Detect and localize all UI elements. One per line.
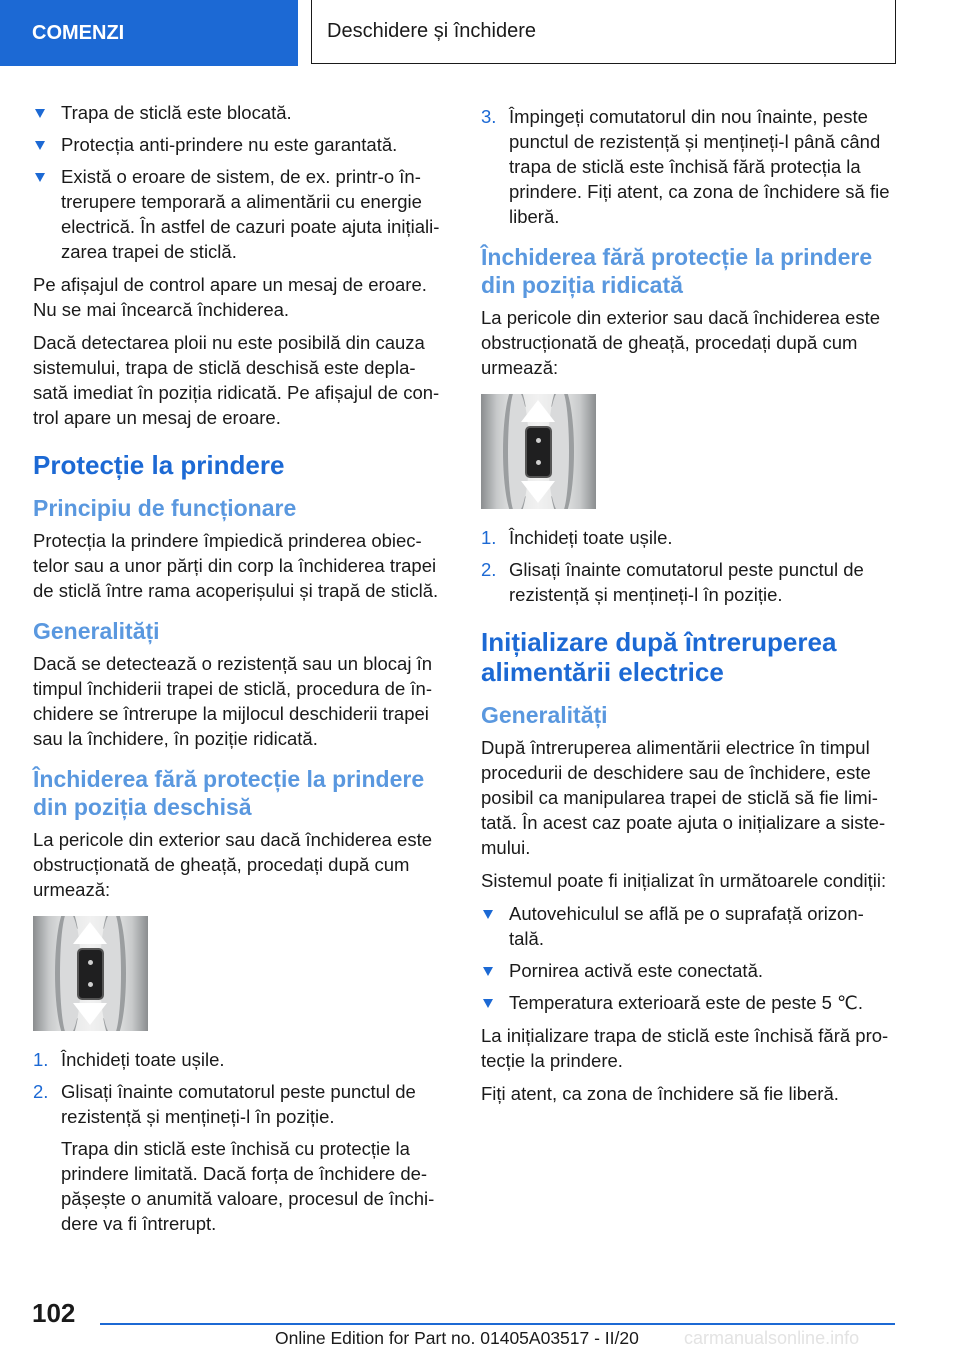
paragraph: Protecția la prindere împiedică prinderea obiec-telor sau a unor părți din corp la închiderea trapei de sticlă între rama acoperișului și trapă de sticlă. — [33, 530, 439, 601]
list-item: 1. Închideți toate ușile. — [33, 1049, 225, 1070]
footer-divider — [100, 1323, 895, 1325]
steps-list — [481, 525, 897, 607]
roof-switch-illustration — [481, 394, 596, 509]
roof-switch-icon — [525, 426, 552, 478]
edition-footer: Online Edition for Part no. 01405A03517 - II/20 — [275, 1328, 639, 1348]
list-item: Trapa de sticlă este blocată. — [33, 100, 449, 125]
conditions-list — [481, 901, 897, 1015]
steps-list — [33, 1047, 449, 1236]
heading-closing-open: Închiderea fără protecție la prindere din poziția deschisă — [33, 766, 425, 820]
heading-initialization: Inițializare după întreruperea alimentării electrice — [481, 627, 837, 687]
triangle-bullet-icon — [483, 910, 493, 919]
roof-switch-illustration — [33, 916, 148, 1031]
arrow-down-icon — [521, 481, 555, 503]
page-header — [0, 0, 960, 66]
list-item: Autovehiculul se află pe o suprafață orizon-tală. — [481, 901, 897, 951]
list-item: Pornirea activă este conectată. — [481, 958, 897, 983]
status-bullet-list — [33, 100, 449, 264]
paragraph: Pe afișajul de control apare un mesaj de eroare. Nu se mai încearcă închiderea. — [33, 274, 427, 320]
list-item: 1. Închideți toate ușile. — [481, 527, 673, 548]
page-number: 102 — [32, 1298, 76, 1328]
steps-list — [481, 104, 897, 229]
roof-switch-icon — [77, 948, 104, 1000]
paragraph: La pericole din exterior sau dacă închiderea este obstrucționată de gheață, procedați după cum urmează: — [481, 307, 881, 378]
arrow-up-icon — [521, 400, 555, 422]
triangle-bullet-icon — [35, 173, 45, 182]
triangle-bullet-icon — [483, 999, 493, 1008]
heading-closing-raised: Închiderea fără protecție la prindere din poziția ridicată — [481, 244, 873, 298]
list-item: Temperatura exterioară este de peste 5 ℃. — [481, 990, 897, 1015]
list-item: 2. Glisați înainte comutatorul peste punctul de rezistență și mențineți-l în poziție. — [481, 559, 864, 605]
arrow-down-icon — [73, 1003, 107, 1025]
triangle-bullet-icon — [483, 967, 493, 976]
triangle-bullet-icon — [35, 141, 45, 150]
right-column — [481, 104, 897, 1114]
paragraph: După întreruperea alimentării electrice în timpul procedurii de deschidere sau de închidere, este posibil ca manipularea trapei de sticlă să fie limi-tată. În acest caz poate ajuta o inițializare a siste-mului. — [481, 737, 886, 858]
paragraph: La pericole din exterior sau dacă închiderea este obstrucționată de gheață, procedați după cum urmează: — [33, 829, 433, 900]
list-item: Există o eroare de sistem, de ex. printr-o în-trerupere temporară a alimentării cu energie electrică. În astfel de cazuri poate ajuta inițiali-zarea trapei de sticlă. — [33, 164, 449, 264]
left-column — [33, 100, 449, 1244]
arrow-up-icon — [73, 922, 107, 944]
list-item: 2. Glisați înainte comutatorul peste punctul de rezistență și mențineți-l în poziție. Trapa din sticlă este închisă cu protecție la prindere limitată. Dacă forța de închidere de-pășește o anumită valoare, procesul de închi-dere va fi întrerupt. — [33, 1081, 435, 1234]
list-item: 3. Împingeți comutatorul din nou înainte, peste punctul de rezistență și mențineți-l până când trapa de sticlă este închisă fără protecția la prindere. Fiți atent, ca zona de închidere să fie liberă. — [481, 106, 890, 227]
paragraph: La inițializare trapa de sticlă este închisă fără pro-tecție la prindere. — [481, 1025, 889, 1071]
triangle-bullet-icon — [35, 109, 45, 118]
heading-general: Generalități — [33, 618, 160, 644]
paragraph: Fiți atent, ca zona de închidere să fie liberă. — [481, 1083, 839, 1104]
watermark: carmanualsonline.info — [684, 1328, 860, 1348]
list-item: Protecția anti-prindere nu este garantată. — [33, 132, 449, 157]
chapter-tab: Deschidere și închidere — [311, 0, 896, 64]
heading-protection: Protecție la prindere — [33, 450, 285, 480]
paragraph: Dacă detectarea ploii nu este posibilă din cauza sistemului, trapa de sticlă deschisă este depla-sată imediat în poziția ridicată. Pe afișajul de con-trol apare un mesaj de eroare. — [33, 332, 440, 428]
section-tab: COMENZI — [0, 0, 298, 66]
heading-principle: Principiu de funcționare — [33, 495, 297, 521]
paragraph: Dacă se detectează o rezistență sau un blocaj în timpul închiderii trapei de sticlă, procedura de în-chidere se întrerupe la mijlocul deschiderii trapei sau la închidere, în poziție ridicată. — [33, 653, 433, 749]
heading-general: Generalități — [481, 702, 608, 728]
paragraph: Sistemul poate fi inițializat în următoarele condiții: — [481, 870, 887, 891]
